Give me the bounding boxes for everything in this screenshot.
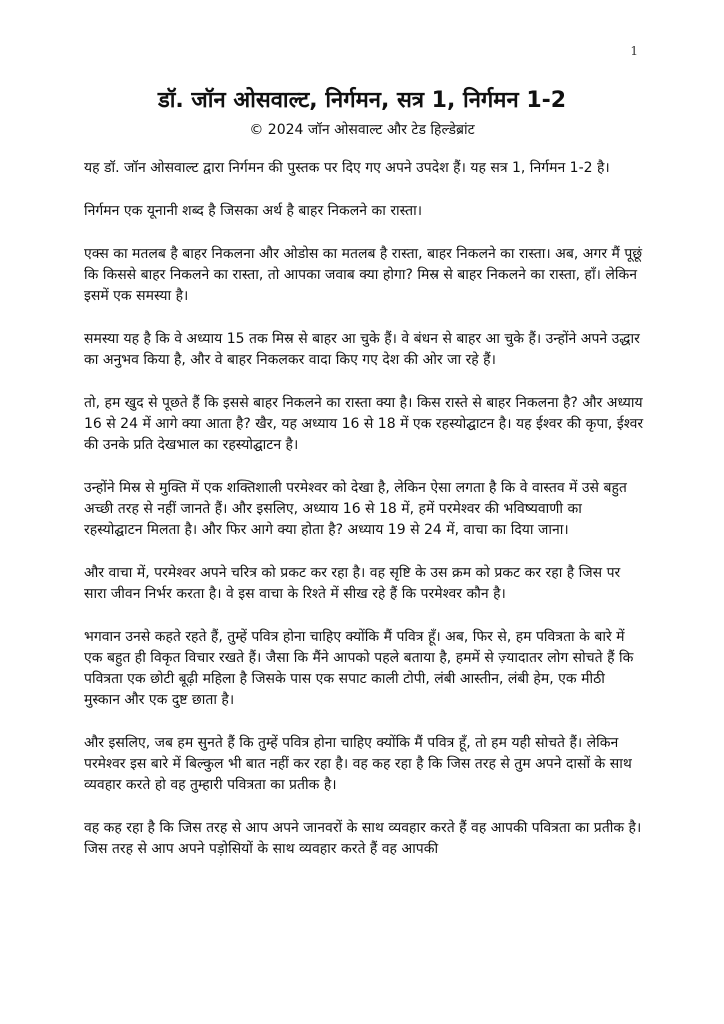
page-number: 1 xyxy=(630,44,638,58)
paragraph: यह डॉ. जॉन ओसवाल्ट द्वारा निर्गमन की पुस्तक पर दिए गए अपने उपदेश हैं। यह सत्र 1, निर्गमन 1-2 है। xyxy=(84,160,610,176)
paragraph: निर्गमन एक यूनानी शब्द है जिसका अर्थ है बाहर निकलने का रास्ता। xyxy=(84,203,423,219)
paragraph: समस्या यह है कि वे अध्याय 15 तक मिस्र से बाहर आ चुके हैं। वे बंधन से बाहर आ चुके हैं। उन्होंने अपने उद्धार का अनुभव किया है, और वे बाहर निकलकर वादा किए गए देश की ओर जा रहे हैं। xyxy=(84,331,640,368)
paragraph: तो, हम खुद से पूछते हैं कि इससे बाहर निकलने का रास्ता क्या है। किस रास्ते से बाहर निकलना है? और अध्याय 16 से 24 में आगे क्या आता है? खैर, यह अध्याय 16 से 18 में एक रहस्योद्घाटन है। यह ईश्वर की कृपा, ईश्वर की उनके प्रति देखभाल का रहस्योद्घाटन है। xyxy=(84,395,644,453)
paragraph: उन्होंने मिस्र से मुक्ति में एक शक्तिशाली परमेश्वर को देखा है, लेकिन ऐसा लगता है कि वे वास्तव में उसे बहुत अच्छी तरह से नहीं जानते हैं। और इसलिए, अध्याय 16 से 18 में, हमें परमेश्वर की भविष्यवाणी का रहस्योद्घाटन मिलता है। और फिर आगे क्या होता है? अध्याय 19 से 24 में, वाचा का दिया जाना। xyxy=(84,480,627,538)
paragraph: वह कह रहा है कि जिस तरह से आप अपने जानवरों के साथ व्यवहार करते हैं वह आपकी पवित्रता का प्रतीक है। जिस तरह से आप अपने पड़ोसियों के साथ व्यवहार करते हैं वह आपकी xyxy=(84,820,642,857)
document-body xyxy=(84,158,644,882)
copyright-line: © 2024 जॉन ओसवाल्ट और टेड हिल्डेब्रांट xyxy=(249,122,475,138)
paragraph: और इसलिए, जब हम सुनते हैं कि तुम्हें पवित्र होना चाहिए क्योंकि मैं पवित्र हूँ, तो हम यही सोचते हैं। लेकिन परमेश्वर इस बारे में बिल्कुल भी बात नहीं कर रहा है। वह कह रहा है कि जिस तरह से तुम अपने दासों के साथ व्यवहार करते हो वह तुम्हारी पवित्रता का प्रतीक है। xyxy=(84,735,632,793)
paragraph: भगवान उनसे कहते रहते हैं, तुम्हें पवित्र होना चाहिए क्योंकि मैं पवित्र हूँ। अब, फिर से, हम पवित्रता के बारे में एक बहुत ही विकृत विचार रखते हैं। जैसा कि मैंने आपको पहले बताया है, हममें से ज़्यादातर लोग सोचते हैं कि पवित्रता एक छोटी बूढ़ी महिला है जिसके पास एक सपाट काली टोपी, लंबी आस्तीन, लंबी हेम, एक मीठी मुस्कान और एक दुष्ट छाता है। xyxy=(84,629,634,708)
paragraph: और वाचा में, परमेश्वर अपने चरित्र को प्रकट कर रहा है। वह सृष्टि के उस क्रम को प्रकट कर रहा है जिस पर सारा जीवन निर्भर करता है। वे इस वाचा के रिश्ते में सीख रहे हैं कि परमेश्वर कौन है। xyxy=(84,565,621,602)
document-title: डॉ. जॉन ओसवाल्ट, निर्गमन, सत्र 1, निर्गमन 1-2 xyxy=(157,88,567,113)
paragraph: एक्स का मतलब है बाहर निकलना और ओडोस का मतलब है रास्ता, बाहर निकलने का रास्ता। अब, अगर मैं पूछूं कि किससे बाहर निकलने का रास्ता, तो आपका जवाब क्या होगा? मिस्र से बाहर निकलने का रास्ता, हाँ। लेकिन इसमें एक समस्या है। xyxy=(84,246,643,304)
